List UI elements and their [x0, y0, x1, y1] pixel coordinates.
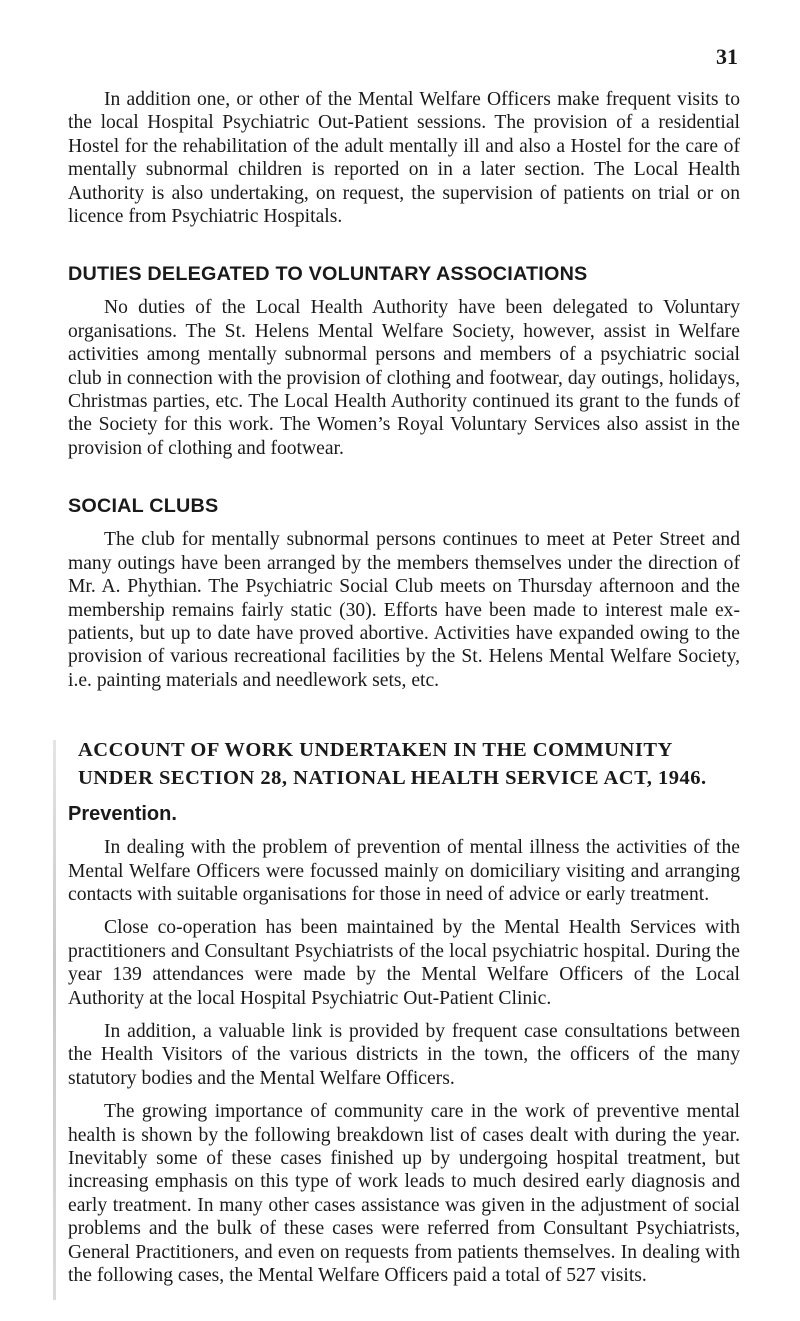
intro-paragraph: In addition one, or other of the Mental Welfare Officers make frequent visits to the local Hospital Psychiatric Out-Patient sessions. The provision of a residential Hostel for the rehabilitation of the adult mentally ill and also a Hostel for the care of mentally subnormal children is reported on in a later section. The Local Health Authority is also undertaking, on request, the supervision of patients on trial or on licence from Psychiatric Hospitals.	[68, 89, 740, 228]
duties-paragraph: No duties of the Local Health Authority have been delegated to Voluntary organisations. The St. Helens Mental Welfare Society, however, assist in Welfare activities among mentally subnormal persons and members of a psychiatric social club in connection with the provision of clothing and footwear, day outings, holidays, Christmas parties, etc. The Local Health Authority continued its grant to the funds of the Society for this work. The Women’s Royal Voluntary Services also assist in the provision of clothing and footwear.	[68, 297, 740, 459]
binding-edge	[53, 740, 56, 1300]
page-number: 31	[716, 44, 738, 69]
prevention-paragraph-3: In addition, a valuable link is provided by frequent case consultations between the Health Visitors of the various districts in the town, the officers of the many statutory bodies and the Mental Welfare Officers.	[68, 1020, 740, 1089]
account-heading-line2: UNDER SECTION 28, NATIONAL HEALTH SERVICE ACT, 1946.	[78, 767, 707, 790]
account-heading-line1: ACCOUNT OF WORK UNDERTAKEN IN THE COMMUNITY	[78, 739, 673, 762]
prevention-subheading: Prevention.	[68, 803, 177, 826]
page-content	[68, 88, 740, 1287]
duties-heading: DUTIES DELEGATED TO VOLUNTARY ASSOCIATIONS	[68, 263, 588, 286]
prevention-paragraph-1: In dealing with the problem of prevention of mental illness the activities of the Mental Welfare Officers were focussed mainly on domiciliary visiting and arranging contacts with suitable organisations for those in need of advice or early treatment.	[68, 837, 740, 905]
social-clubs-heading: SOCIAL CLUBS	[68, 495, 219, 518]
prevention-paragraph-4: The growing importance of community care in the work of preventive mental health is shown by the following breakdown list of cases dealt with during the year. Inevitably some of these cases finished up by undergoing hospital treatment, but increasing emphasis on this type of work leads to much desired early diagnosis and early treatment. In many other cases assistance was given in the adjustment of social problems and the bulk of these cases were referred from Consultant Psychiatrists, General Practitioners, and even on requests from patients themselves. In dealing with the following cases, the Mental Welfare Officers paid a total of 527 visits.	[68, 1101, 740, 1287]
prevention-paragraph-2: Close co-operation has been maintained by the Mental Health Services with practitioners and Consultant Psychiatrists of the local psychiatric hospital. During the year 139 attendances were made by the Mental Welfare Officers of the Local Authority at the local Hospital Psychiatric Out-Patient Clinic.	[68, 917, 740, 1009]
social-clubs-paragraph: The club for mentally subnormal persons continues to meet at Peter Street and many outings have been arranged by the members themselves under the direction of Mr. A. Phythian. The Psychiatric Social Club meets on Thursday afternoon and the membership remains fairly static (30). Efforts have been made to interest male ex-patients, but up to date have proved abortive. Activities have expanded owing to the provision of various recreational facilities by the St. Helens Mental Welfare Society, i.e. painting materials and needlework sets, etc.	[68, 529, 740, 691]
